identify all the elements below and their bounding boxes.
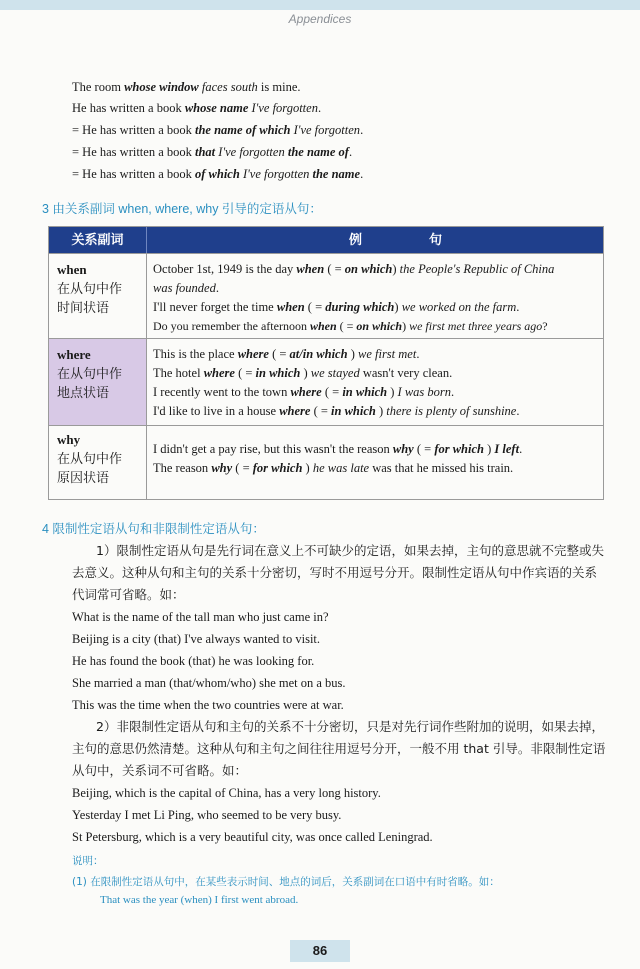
table-row-where: [49, 338, 603, 426]
example-restrictive-4: She married a man (that/whom/who) she met on a bus.: [72, 676, 346, 690]
intro-line-4: = He has written a book that I've forgotten the name of.: [72, 145, 353, 159]
section-4-title: 4 限制性定语从句和非限制性定语从句：: [42, 522, 265, 536]
note-item-1-example: That was the year (when) I first went abroad.: [100, 894, 299, 906]
function-where-1: 在从句中作: [57, 367, 123, 382]
example-where-3: I recently went to the town where ( = in which ) I was born.: [153, 385, 455, 399]
example-restrictive-5: This was the time when the two countries were at war.: [72, 698, 344, 712]
table-row-why: [49, 425, 603, 499]
header-relative-adverb: 关系副词: [49, 227, 147, 253]
example-where-4: I'd like to live in a house where ( = in which ) there is plenty of sunshine.: [153, 404, 520, 418]
label-cell-when: [49, 254, 147, 339]
note-item-1: (1) 在限制性定语从句中，在某些表示时间、地点的词后，关系副词在口语中有时省略。如：: [72, 876, 500, 888]
example-nonrestrictive-3: St Petersburg, which is a very beautiful city, was once called Leningrad.: [72, 830, 433, 844]
table-row-when: [49, 253, 603, 339]
example-why-1: I didn't get a pay rise, but this wasn't the reason why ( = for which ) I left.: [153, 442, 523, 456]
example-where-2: The hotel where ( = in which ) we stayed wasn't very clean.: [153, 366, 453, 380]
intro-line-5: = He has written a book of which I've forgotten the name.: [72, 167, 364, 181]
example-nonrestrictive-1: Beijing, which is the capital of China, has a very long history.: [72, 786, 381, 800]
header-band: [0, 0, 640, 10]
intro-line-1: The room whose window faces south is mine.: [72, 80, 301, 94]
section-3-title: 3 由关系副词 when, where, why 引导的定语从句：: [42, 202, 322, 216]
example-when-3: Do you remember the afternoon when ( = on which) we first met three years ago?: [153, 319, 548, 333]
running-head: Appendices: [288, 12, 352, 26]
header-example-b: 句: [429, 232, 443, 247]
example-restrictive-1: What is the name of the tall man who just came in?: [72, 610, 329, 624]
page-number: 86: [290, 940, 350, 962]
function-where-2: 地点状语: [57, 386, 110, 401]
section-4-paragraph-2: 2）非限制性定语从句和主句的关系不十分密切，只是对先行词作些附加的说明，如果去掉，主句的意思仍然清楚。这种从句和主句之间往往用逗号分开，一般不用 that 引导。非限制性定语从句中，关系词不可省略。如：: [72, 719, 606, 778]
table-header: [49, 227, 603, 253]
section-4-paragraph-1: 1）限制性定语从句是先行词在意义上不可缺少的定语，如果去掉，主句的意思就不完整或失去意义。这种从句和主句的关系十分密切，写时不用逗号分开。限制性定语从句中作宾语的关系代词常可省略。如：: [72, 543, 604, 602]
function-why-1: 在从句中作: [57, 452, 123, 467]
function-when-1: 在从句中作: [57, 282, 123, 297]
example-when-2: I'll never forget the time when ( = during which) we worked on the farm.: [153, 300, 520, 314]
function-when-2: 时间状语: [57, 301, 110, 316]
example-restrictive-3: He has found the book (that) he was looking for.: [72, 654, 315, 668]
label-cell-why: [49, 426, 147, 499]
intro-line-3: = He has written a book the name of which I've forgotten.: [72, 123, 364, 137]
adverb-where: where: [57, 347, 91, 362]
example-why-2: The reason why ( = for which ) he was late was that he missed his train.: [153, 461, 514, 475]
relative-adverb-table: [48, 226, 604, 500]
example-where-1: This is the place where ( = at/in which ) we first met.: [153, 347, 420, 361]
adverb-why: why: [57, 432, 81, 447]
header-example-a: 例: [349, 232, 363, 247]
function-why-2: 原因状语: [57, 471, 110, 486]
example-when-1-cont: was founded.: [153, 281, 219, 295]
intro-line-2: He has written a book whose name I've forgotten.: [72, 101, 322, 115]
example-nonrestrictive-2: Yesterday I met Li Ping, who seemed to be very busy.: [72, 808, 342, 822]
label-cell-where: [49, 339, 147, 426]
adverb-when: when: [57, 262, 87, 277]
example-when-1: October 1st, 1949 is the day when ( = on which) the People's Republic of China: [153, 262, 555, 276]
note-label: 说明：: [72, 855, 104, 867]
example-restrictive-2: Beijing is a city (that) I've always wanted to visit.: [72, 632, 321, 646]
